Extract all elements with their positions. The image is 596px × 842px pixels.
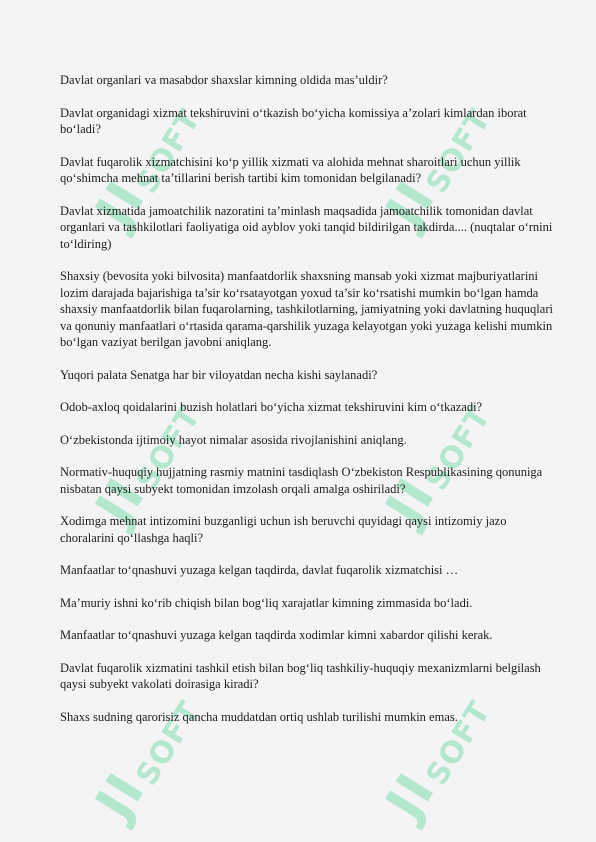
watermark-logo-text: SOFT [419, 102, 498, 200]
watermark-logo-text: SOFT [129, 102, 208, 200]
watermark-logo-mark: JI [84, 171, 158, 238]
question-item: Davlat fuqarolik xizmatini tashkil etish bilan bog‘liq tashkiliy-huquqiy mexanizmlarni belgilash qaysi subyekt vakolati doirasiga kiradi? [60, 660, 541, 691]
question-item: Odob-axloq qoidalarini buzish holatlari bo‘yicha xizmat tekshiruvini kim o‘tkazadi? [60, 400, 483, 414]
watermark-logo-mark: JI [374, 763, 448, 830]
watermark-logo-mark: JI [374, 171, 448, 238]
question-item: Normativ-huquqiy hujjatning rasmiy matnini tasdiqlash O‘zbekiston Respublikasining qonuniga nisbatan qaysi subyekt tomonidan imzolash orqali amalga oshiriladi? [60, 465, 543, 496]
question-item: Manfaatlar to‘qnashuvi yuzaga kelgan taqdirda, davlat fuqarolik xizmatchisi … [60, 563, 459, 577]
watermark-logo-text: SOFT [419, 694, 498, 792]
watermark-logo-mark: JI [84, 468, 158, 535]
watermark-logo-text: SOFT [419, 399, 498, 497]
watermark-logo-text: SOFT [129, 694, 208, 792]
watermark-logo-mark: JI [374, 468, 448, 535]
question-item: Davlat organidagi xizmat tekshiruvini o‘tkazish bo‘yicha komissiya a’zolari kimlardan iborat bo‘ladi? [60, 105, 527, 136]
question-item: Yuqori palata Senatga har bir viloyatdan necha kishi saylanadi? [60, 367, 378, 382]
question-item: Ma’muriy ishni ko‘rib chiqish bilan bog‘liq xarajatlar kimning zimmasida bo‘ladi. [60, 595, 473, 610]
question-item: O‘zbekistonda ijtimoiy hayot nimalar asosida rivojlanishini aniqlang. [60, 432, 407, 447]
question-item: Manfaatlar to‘qnashuvi yuzaga kelgan taqdirda xodimlar kimni xabardor qilishi kerak. [60, 628, 493, 642]
watermark-logo-text: SOFT [129, 399, 208, 497]
question-item: Davlat fuqarolik xizmatchisini ko‘p yillik xizmati va alohida mehnat sharoitlari uchun yillik qo‘shimcha mehnat ta’tillarini berish tartibi kim tomonidan belgilanadi? [60, 154, 521, 185]
question-list [60, 72, 560, 741]
question-item: Davlat organlari va masabdor shaxslar kimning oldida mas’uldir? [60, 73, 388, 87]
question-item: Shaxsiy (bevosita yoki bilvosita) manfaatdorlik shaxsning mansab yoki xizmat majburiyatlarini lozim darajada bajarishiga ta’sir ko‘rsatayotgan yoxud ta’sir ko‘rsatishi mumkin bo‘lgan hamda shaxsiy manfaatdorlik bilan fuqarolarning, tashkilotlarning, jamiyatning yoki davlatning huquqlari va qonuniy manfaatlari o‘rtasida qarama-qarshilik yuzaga kelayotgan yoki yuzaga kelishi mumkin bo‘lgan vaziyat berilgan javobni aniqlang. [60, 269, 553, 349]
watermark-logo-mark: JI [84, 763, 158, 830]
question-item: Xodimga mehnat intizomini buzganligi uchun ish beruvchi quyidagi qaysi intizomiy jazo choralarini qo‘llashga haqli? [60, 514, 507, 545]
question-item: Davlat xizmatida jamoatchilik nazoratini ta’minlash maqsadida jamoatchilik tomonidan davlat organlari va tashkilotlari faoliyatiga oid ayblov yoki tanqid bildirilgan takdirda.... (nuqtalar o‘rnini to‘ldiring) [60, 203, 553, 251]
question-item: Shaxs sudning qarorisiz qancha muddatdan ortiq ushlab turilishi mumkin emas. [60, 709, 458, 724]
